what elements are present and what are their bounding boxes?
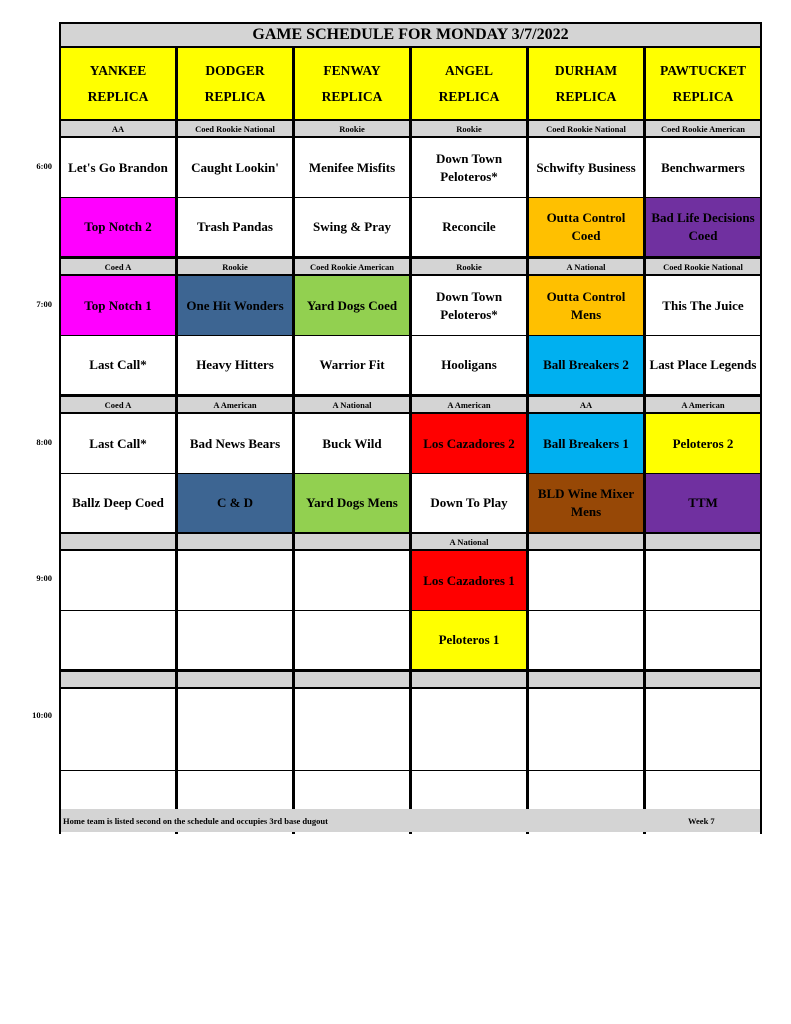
team-cell xyxy=(529,611,643,669)
team-cell: Schwifty Business xyxy=(529,138,643,197)
team-cell xyxy=(61,551,175,610)
team-cell: Last Place Legends xyxy=(646,336,760,394)
team-cell: Heavy Hitters xyxy=(178,336,292,394)
team-cell: Caught Lookin' xyxy=(178,138,292,197)
team-cell: Trash Pandas xyxy=(178,198,292,256)
division-label: Coed Rookie National xyxy=(646,259,760,274)
division-label: Rookie xyxy=(178,259,292,274)
division-label xyxy=(295,534,409,549)
page-title: GAME SCHEDULE FOR MONDAY 3/7/2022 xyxy=(61,24,760,46)
field-subtitle: REPLICA xyxy=(321,88,383,104)
team-cell xyxy=(178,551,292,610)
team-cell: Los Cazadores 2 xyxy=(412,414,526,473)
team-cell xyxy=(646,689,760,770)
field-header xyxy=(61,48,175,119)
division-label xyxy=(178,534,292,549)
division-label xyxy=(295,672,409,687)
field-name: DURHAM xyxy=(554,62,618,78)
footer-note: Home team is listed second on the schedule and occupies 3rd base dugout xyxy=(63,815,328,826)
team-cell: One Hit Wonders xyxy=(178,276,292,335)
schedule-grid xyxy=(59,22,762,834)
team-cell xyxy=(178,611,292,669)
team-cell: This The Juice xyxy=(646,276,760,335)
team-cell: Down Town Peloteros* xyxy=(412,138,526,197)
team-cell: Hooligans xyxy=(412,336,526,394)
field-subtitle: REPLICA xyxy=(87,88,149,104)
time-label: 9:00 xyxy=(36,573,52,583)
field-name: ANGEL xyxy=(444,62,493,78)
field-header xyxy=(529,48,643,119)
field-header xyxy=(412,48,526,119)
team-cell: Let's Go Brandon xyxy=(61,138,175,197)
field-subtitle: REPLICA xyxy=(204,88,266,104)
team-cell xyxy=(61,689,175,770)
team-cell: Top Notch 2 xyxy=(61,198,175,256)
team-cell: Yard Dogs Coed xyxy=(295,276,409,335)
division-label: Coed Rookie American xyxy=(646,121,760,136)
division-label xyxy=(412,672,526,687)
team-cell: Los Cazadores 1 xyxy=(412,551,526,610)
field-name: YANKEE xyxy=(89,62,147,78)
field-subtitle: REPLICA xyxy=(672,88,734,104)
division-label: Rookie xyxy=(412,121,526,136)
field-header xyxy=(295,48,409,119)
team-cell: Bad News Bears xyxy=(178,414,292,473)
team-cell: Peloteros 1 xyxy=(412,611,526,669)
division-label: AA xyxy=(529,397,643,412)
field-header xyxy=(178,48,292,119)
team-cell: Yard Dogs Mens xyxy=(295,474,409,532)
team-cell: Benchwarmers xyxy=(646,138,760,197)
team-cell: Last Call* xyxy=(61,336,175,394)
division-label: Coed Rookie National xyxy=(178,121,292,136)
week-label: Week 7 xyxy=(688,815,715,826)
team-cell: Bad Life Decisions Coed xyxy=(646,198,760,256)
team-cell: Last Call* xyxy=(61,414,175,473)
team-cell: BLD Wine Mixer Mens xyxy=(529,474,643,532)
field-header xyxy=(646,48,760,119)
time-label: 6:00 xyxy=(36,161,52,171)
field-name: DODGER xyxy=(205,62,265,78)
team-cell: Peloteros 2 xyxy=(646,414,760,473)
division-label: Coed Rookie National xyxy=(529,121,643,136)
division-label: Rookie xyxy=(412,259,526,274)
team-cell xyxy=(529,689,643,770)
team-cell: Top Notch 1 xyxy=(61,276,175,335)
team-cell: Swing & Pray xyxy=(295,198,409,256)
team-cell xyxy=(295,551,409,610)
team-cell: Menifee Misfits xyxy=(295,138,409,197)
division-label: Coed A xyxy=(61,259,175,274)
footer-bar xyxy=(61,809,760,832)
team-cell xyxy=(295,611,409,669)
team-cell: Outta Control Coed xyxy=(529,198,643,256)
field-subtitle: REPLICA xyxy=(438,88,500,104)
team-cell: TTM xyxy=(646,474,760,532)
division-label: A National xyxy=(412,534,526,549)
team-cell: Ball Breakers 1 xyxy=(529,414,643,473)
time-label: 7:00 xyxy=(36,299,52,309)
team-cell xyxy=(61,611,175,669)
division-label xyxy=(646,534,760,549)
division-label: A American xyxy=(646,397,760,412)
team-cell: Ballz Deep Coed xyxy=(61,474,175,532)
division-label: Rookie xyxy=(295,121,409,136)
division-label xyxy=(61,534,175,549)
division-label xyxy=(529,672,643,687)
division-label: Coed Rookie American xyxy=(295,259,409,274)
field-subtitle: REPLICA xyxy=(555,88,617,104)
division-label: A National xyxy=(295,397,409,412)
team-cell: Buck Wild xyxy=(295,414,409,473)
division-label xyxy=(61,672,175,687)
division-label xyxy=(178,672,292,687)
field-name: FENWAY xyxy=(323,62,381,78)
division-label: AA xyxy=(61,121,175,136)
team-cell: Reconcile xyxy=(412,198,526,256)
team-cell: C & D xyxy=(178,474,292,532)
team-cell xyxy=(646,551,760,610)
team-cell xyxy=(295,689,409,770)
team-cell: Down Town Peloteros* xyxy=(412,276,526,335)
team-cell xyxy=(529,551,643,610)
time-label: 10:00 xyxy=(32,710,52,720)
division-label: A American xyxy=(412,397,526,412)
division-label: A American xyxy=(178,397,292,412)
division-label xyxy=(646,672,760,687)
field-name: PAWTUCKET xyxy=(659,62,746,78)
team-cell: Outta Control Mens xyxy=(529,276,643,335)
division-label: Coed A xyxy=(61,397,175,412)
division-label xyxy=(529,534,643,549)
team-cell: Warrior Fit xyxy=(295,336,409,394)
team-cell xyxy=(646,611,760,669)
team-cell xyxy=(178,689,292,770)
team-cell xyxy=(412,689,526,770)
team-cell: Ball Breakers 2 xyxy=(529,336,643,394)
team-cell: Down To Play xyxy=(412,474,526,532)
time-label: 8:00 xyxy=(36,437,52,447)
division-label: A National xyxy=(529,259,643,274)
